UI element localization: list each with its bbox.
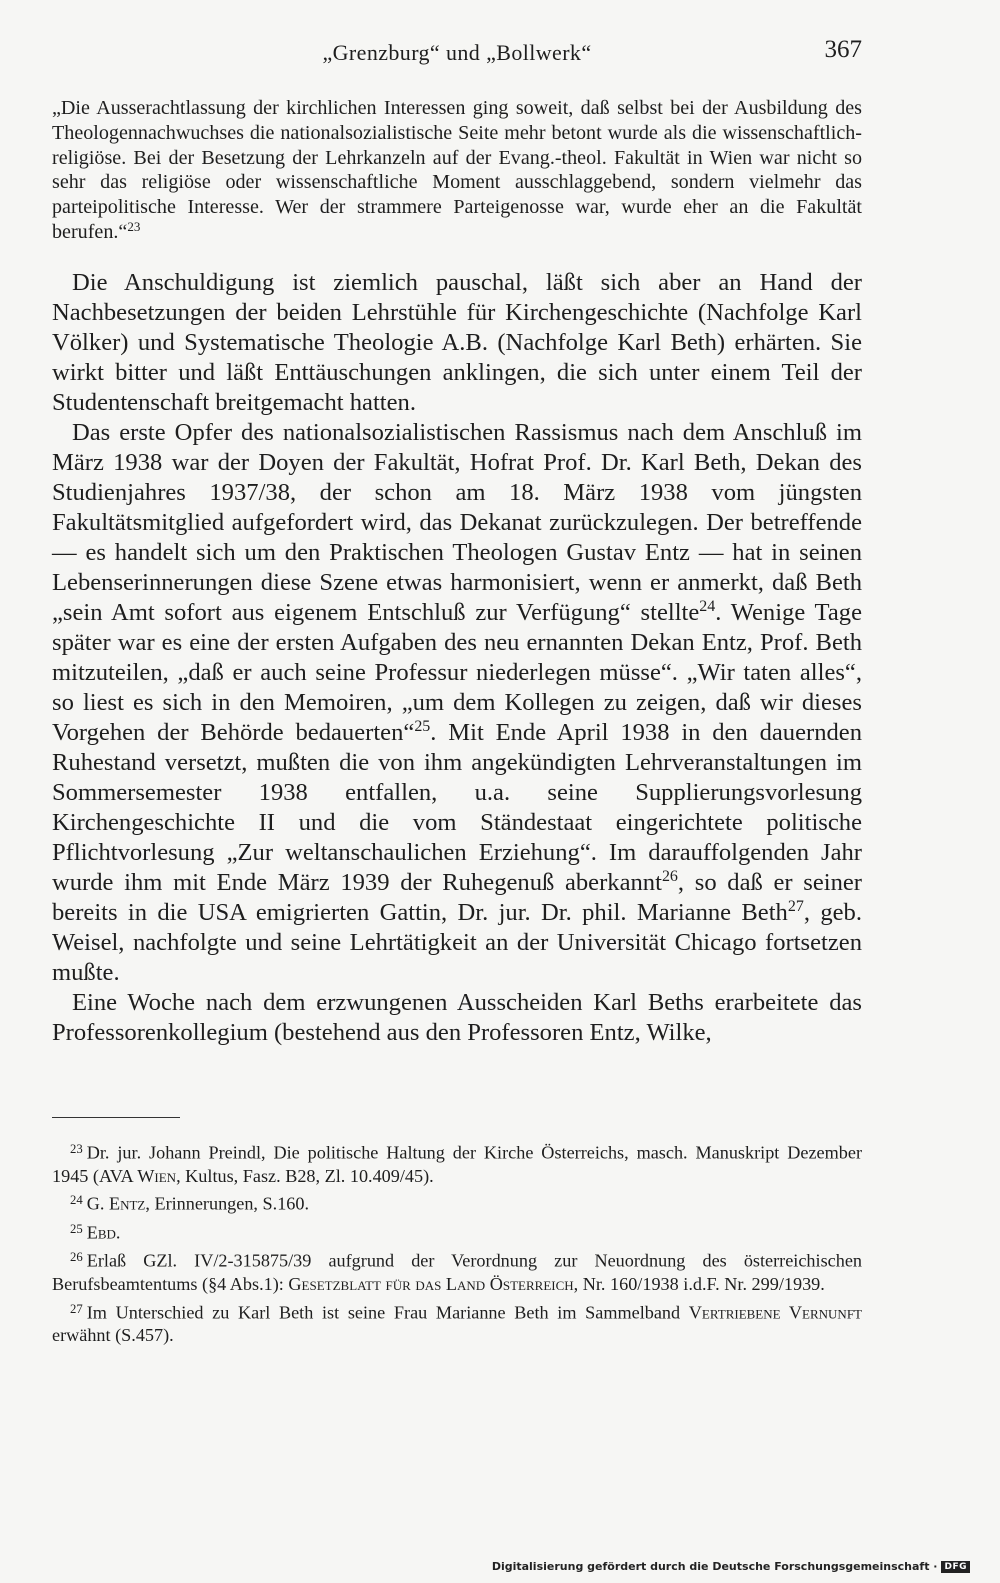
page-header [52,36,862,76]
block-quote [52,96,862,245]
footnote-23 [52,1138,862,1187]
footnote-25 [52,1218,862,1245]
footnote-number: 27 [70,1301,83,1316]
footnote-smallcaps: Vertriebene Vernunft [688,1302,862,1323]
body-text [52,268,862,1048]
dfg-logo: DFG [941,1561,970,1573]
paragraph-3: Eine Woche nach dem erzwungenen Ausscheiden Karl Beths erarbeitete das Professorenkollegium (bestehend aus den Professoren Entz, Wilke, [52,989,862,1046]
footnote-smallcaps: Entz [108,1194,146,1215]
footnote-24 [52,1189,862,1216]
footnote-27 [52,1298,862,1347]
footnote-number: 23 [70,1142,83,1156]
funding-notice [492,1560,970,1573]
paragraph-1: Die Anschuldigung ist ziemlich pauschal, läßt sich aber an Hand der Nachbesetzungen der beiden Lehrstühle für Kirchengeschichte (Nachfolge Karl Völker) und Systematische Theologie A.B. (Nachfolge Karl Beth) erhärten. Sie wirkt bitter und läßt Enttäuschungen anklingen, die sich unter einem Teil der Studentenschaft breitgemacht hatten. [52,269,862,416]
paragraph-2-part-c: . Mit Ende April 1938 in den dauernden Ruhestand versetzt, mußten die von ihm angekündigten Lehrveranstaltungen im Sommersemester 1938 entfallen, u.a. seine Supplierungsvorlesung Kirchengeschichte II und die vom Ständestaat eingerichtete politische Pflichtvorlesung „Zur weltanschaulichen Erziehung“. Im darauffolgenden Jahr wurde ihm mit Ende März 1939 der Ruhegenuß aberkannt [52,719,863,896]
paragraph-2 [52,418,862,988]
paragraph-2-part-d: , so daß er seiner bereits in die USA emigrierten Gattin, Dr. jur. Dr. phil. Marianne Beth [52,869,862,926]
funding-text: Digitalisierung gefördert durch die Deutsche Forschungsgemeinschaft · [491,1560,938,1573]
footnote-text-after: erwähnt (S.457). [52,1325,174,1346]
footnote-ref-27[interactable]: 27 [787,898,804,916]
paragraph-2-part-e: , geb. Weisel, nachfolgte und seine Lehrtätigkeit an der Universität Chicago fortsetzen mußte. [52,899,862,986]
page-number: 367 [824,36,862,63]
footnote-text: G. [86,1194,109,1215]
footnote-text-after: , Kultus, Fasz. B28, Zl. 10.409/45). [176,1165,434,1186]
footnote-ref-25[interactable]: 25 [414,718,431,736]
footnote-text: Dr. jur. Johann Preindl, Die politische Haltung der Kirche Österreichs, masch. Manuskript Dezember 1945 (AVA [52,1142,862,1186]
footnote-text-after: , Nr. 160/1938 i.d.F. Nr. 299/1939. [573,1273,825,1294]
footnote-text-after: , Erinnerungen, S.160. [145,1194,310,1215]
paragraph-2-part-a: Das erste Opfer des nationalsozialistischen Rassismus nach dem Anschluß im März 1938 war der Doyen der Fakultät, Hofrat Prof. Dr. Karl Beth, Dekan des Studienjahres 1937/38, der schon am 18. März 1938 vom jüngsten Fakultätsmitglied aufgefordert wird, das Dekanat zurückzulegen. Der betreffende — es handelt sich um den Praktischen Theologen Gustav Entz — hat in seinen Lebenserinnerungen diese Szene etwas harmonisiert, wenn er anmerkt, daß Beth „sein Amt sofort aus eigenem Entschluß zur Verfügung“ stellte [52,419,862,626]
footnote-ref-26[interactable]: 26 [661,868,678,886]
running-title: „Grenzburg“ und „Bollwerk“ [322,40,592,65]
footnote-ref-24[interactable]: 24 [699,598,716,616]
footnote-number: 26 [70,1250,83,1265]
footnotes [52,1138,862,1349]
footnote-text: Erlaß GZl. IV/2-315875/39 aufgrund der Verordnung zur Neuordnung des österreichischen Berufsbeamtentums (§4 Abs.1): [52,1251,862,1294]
footnote-smallcaps: Wien [137,1165,177,1186]
footnote-ref-23[interactable]: 23 [127,218,141,234]
footnote-number: 25 [70,1221,83,1236]
quote-text: „Die Ausserachtlassung der kirchlichen Interessen ging soweit, daß selbst bei der Ausbildung des Theologennachwuchses die nationalsozialistische Seite mehr betont wurde als die wissenschaftlich-religiöse. Bei der Besetzung der Lehrkanzeln auf der Evang.-theol. Fakultät in Wien war nicht so sehr das religiöse oder wissenschaftliche Moment ausschlaggebend, sondern vielmehr das parteipolitische Interesse. Wer der strammere Parteigenosse war, wurde eher an die Fakultät berufen.“ [52,97,862,243]
footnote-smallcaps: Ebd. [86,1222,121,1243]
footnote-text: Im Unterschied zu Karl Beth ist seine Frau Marianne Beth im Sammelband [86,1302,689,1323]
footnote-26 [52,1246,862,1295]
paragraph-2-part-b: . Wenige Tage später war es eine der ersten Aufgaben des neu ernannten Dekan Entz, Prof. Beth mitzuteilen, „daß er auch seine Professur niederlegen müsse“. „Wir taten alles“, so liest es sich in den Memoiren, „um dem Kollegen zu zeigen, daß wir dieses Vorgehen der Behörde bedauerten“ [52,599,862,746]
footnote-separator [52,1117,180,1118]
footnote-number: 24 [70,1193,83,1208]
footnote-smallcaps: Gesetzblatt für das Land Österreich [288,1273,574,1294]
